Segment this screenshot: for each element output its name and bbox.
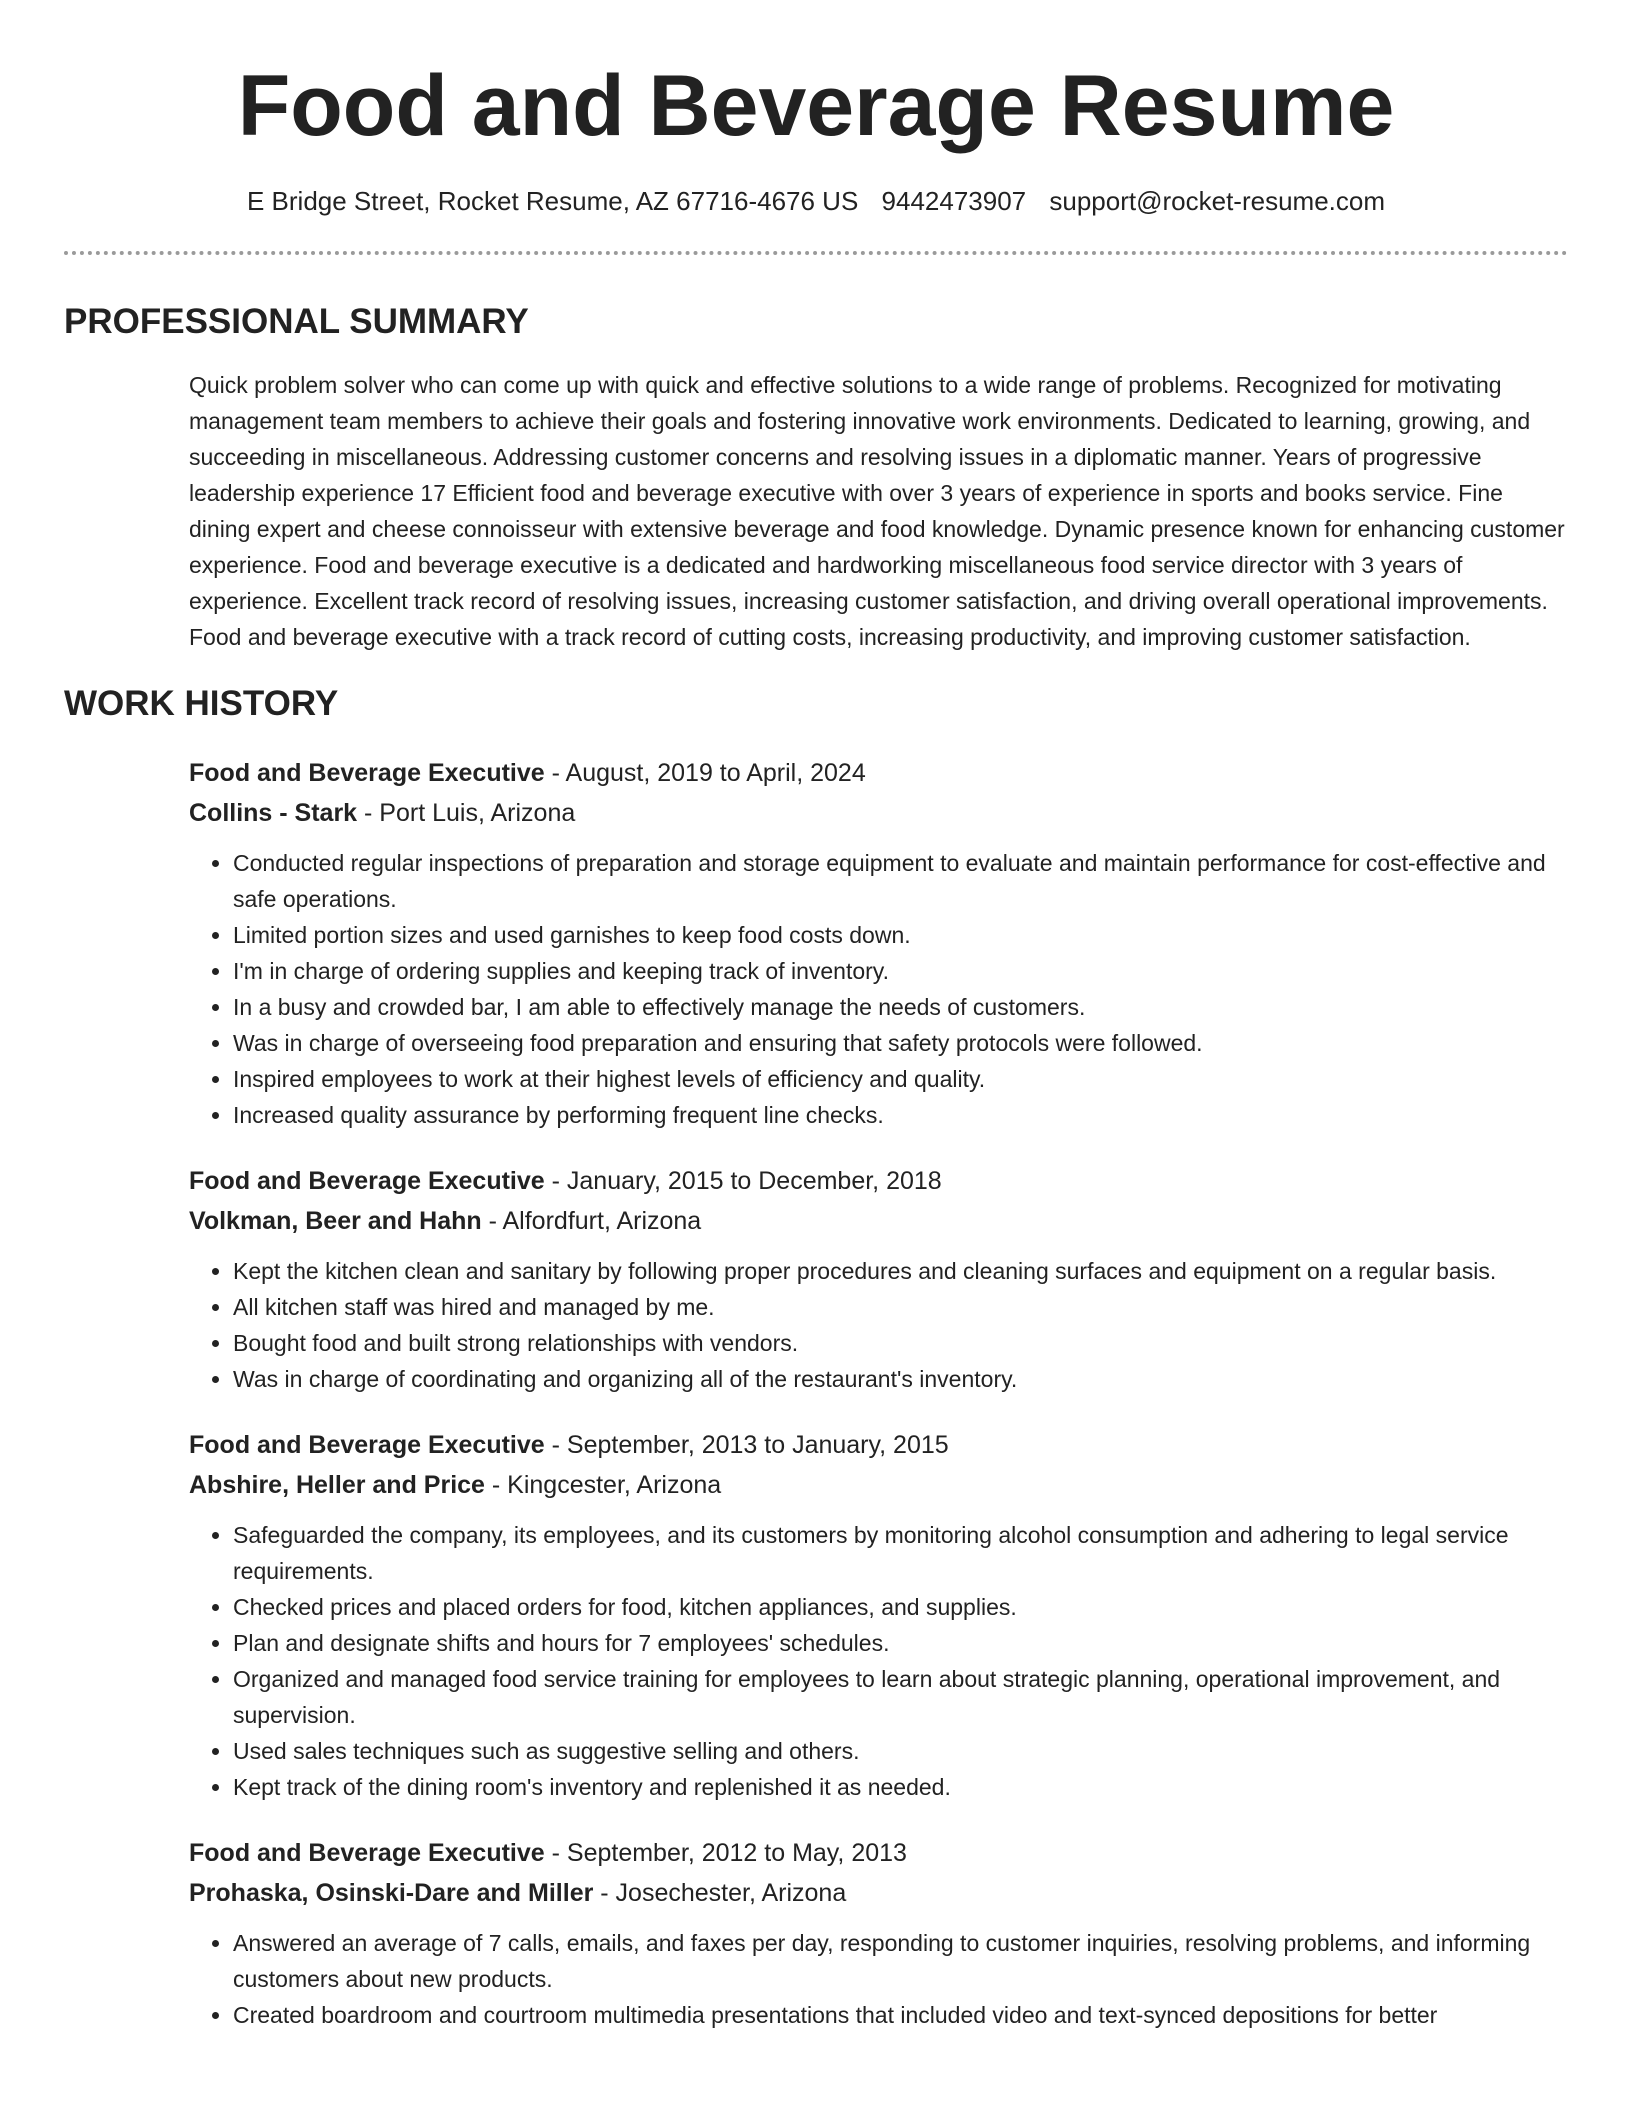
summary-heading: PROFESSIONAL SUMMARY [64,302,529,341]
job-entry [189,753,1568,1133]
job-bullet: • All kitchen staff was hired and managed by me. [233,1289,1568,1325]
job-bullet: • Organized and managed food service training for employees to learn about strategic planning, operational improvement, and supervision. [233,1661,1568,1733]
job-location: - Josechester, Arizona [593,1879,847,1907]
job-bullet: • Inspired employees to work at their highest levels of efficiency and quality. [233,1061,1568,1097]
job-role-line [189,1161,1568,1201]
job-location: - Alfordfurt, Arizona [481,1207,702,1235]
summary-text: Quick problem solver who can come up with quick and effective solutions to a wide range of problems. Recognized for motivating management team members to achieve their goals and fostering innovative work environments. Dedicated to learning, growing, and succeeding in miscellaneous. Addressing customer concerns and resolving issues in a diplomatic manner. Years of progressive leadership experience 17 Efficient food and beverage executive with over 3 years of experience in sports and books service. Fine dining expert and cheese connoisseur with extensive beverage and food knowledge. Dynamic presence known for enhancing customer experience. Food and beverage executive is a dedicated and hardworking miscellaneous food service director with 3 years of experience. Excellent track record of resolving issues, increasing customer satisfaction, and driving overall operational improvements. Food and beverage executive with a track record of cutting costs, increasing productivity, and improving customer satisfaction. [189,372,1565,650]
job-bullet: • Bought food and built strong relationships with vendors. [233,1325,1568,1361]
job-bullet: • Created boardroom and courtroom multimedia presentations that included video and text-synced depositions for better [233,1997,1568,2033]
job-role: Food and Beverage Executive [189,1431,545,1459]
job-bullets [189,845,1568,1133]
job-company-line [189,1201,1568,1241]
job-location: - Port Luis, Arizona [357,799,576,827]
job-bullet: • Used sales techniques such as suggestive selling and others. [233,1733,1568,1769]
job-bullet: • Conducted regular inspections of preparation and storage equipment to evaluate and maintain performance for cost-effective and safe operations. [233,845,1568,917]
job-bullet: • Was in charge of overseeing food preparation and ensuring that safety protocols were followed. [233,1025,1568,1061]
job-bullet: • Limited portion sizes and used garnishes to keep food costs down. [233,917,1568,953]
job-company-line [189,793,1568,833]
job-company: Volkman, Beer and Hahn [189,1207,482,1235]
job-role-line [189,1833,1568,1873]
phone: 9442473907 [881,186,1027,216]
job-entry [189,1833,1568,2033]
job-dates: - September, 2013 to January, 2015 [544,1431,949,1459]
job-company-line [189,1465,1568,1505]
job-dates: - September, 2012 to May, 2013 [544,1839,907,1867]
job-role: Food and Beverage Executive [189,1167,545,1195]
job-bullet: • Was in charge of coordinating and organizing all of the restaurant's inventory. [233,1361,1568,1397]
job-bullet: • I'm in charge of ordering supplies and keeping track of inventory. [233,953,1568,989]
job-bullets [189,1925,1568,2033]
job-role: Food and Beverage Executive [189,1839,545,1867]
job-dates: - January, 2015 to December, 2018 [544,1167,942,1195]
job-bullet: • Increased quality assurance by performing frequent line checks. [233,1097,1568,1133]
job-bullet: • Safeguarded the company, its employees, and its customers by monitoring alcohol consumption and adhering to legal service requirements. [233,1517,1568,1589]
job-company: Collins - Stark [189,799,358,827]
job-bullet: • Kept track of the dining room's inventory and replenished it as needed. [233,1769,1568,1805]
address: E Bridge Street, Rocket Resume, AZ 67716-4676 US [246,186,859,216]
job-entry [189,1161,1568,1397]
job-bullets [189,1253,1568,1397]
job-role-line [189,1425,1568,1465]
resume-header [0,0,1632,218]
job-role-line [189,753,1568,793]
job-dates: - August, 2019 to April, 2024 [544,759,866,787]
job-bullet: • Kept the kitchen clean and sanitary by following proper procedures and cleaning surfaces and equipment on a regular basis. [233,1253,1568,1289]
job-bullet: • Plan and designate shifts and hours for 7 employees' schedules. [233,1625,1568,1661]
job-company-line [189,1873,1568,1913]
resume-title: Food and Beverage Resume [237,58,1395,154]
job-bullet: • In a busy and crowded bar, I am able to effectively manage the needs of customers. [233,989,1568,1025]
job-bullet: • Checked prices and placed orders for food, kitchen appliances, and supplies. [233,1589,1568,1625]
job-company: Abshire, Heller and Price [189,1471,485,1499]
job-location: - Kingcester, Arizona [484,1471,722,1499]
header-divider [64,251,1568,255]
job-entry [189,1425,1568,1805]
job-role: Food and Beverage Executive [189,759,545,787]
email: support@rocket-resume.com [1049,186,1386,216]
work-history-heading: WORK HISTORY [64,684,339,723]
job-bullet: • Answered an average of 7 calls, emails, and faxes per day, responding to customer inquiries, resolving problems, and informing customers about new products. [233,1925,1568,1997]
contact-line [0,184,1632,218]
job-company: Prohaska, Osinski-Dare and Miller [189,1879,594,1907]
job-bullets [189,1517,1568,1805]
